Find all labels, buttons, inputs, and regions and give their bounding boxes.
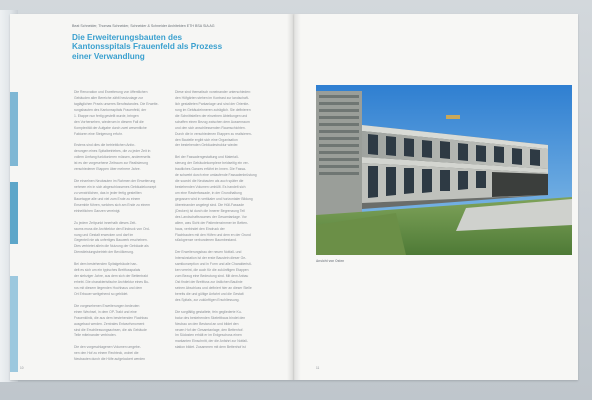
text-line: Durch die in verschiedenen Etappen zu realisieren- (175, 131, 252, 136)
text-line: tagtäglichen Praxis unseres Berufsstandes. Die Erweite- (74, 101, 159, 106)
text-line: 1. Etappe nun fertig gestellt wurde, bringen (74, 113, 139, 118)
text-line: bestehenden Volumen umhüllt. Es handelt sich (175, 185, 246, 189)
text-line: übereinander angelegt sind. Die Hüll-Fassade (175, 202, 244, 207)
text-line: Die den vorgeschlagenen Volumen umgebe- (74, 345, 141, 350)
text-line: Faktoren eine Steigerung erfuhr. (74, 131, 123, 136)
text-line: Zu jedem Zeitpunkt innerhalb dieses Zeit- (74, 220, 137, 225)
title-line: Kantonsspitals Frauenfeld als Prozess (72, 42, 223, 52)
text-line: Neubauten durch die Höfe aufgelockert werden (74, 357, 146, 362)
text-line: nen den Hof zu einem Rechteck, wobei die (74, 351, 139, 356)
text-line: sierung der Gebäudekomplexe beidseitig ein ver- (175, 161, 249, 166)
text-line: Neubau an den Bestand an und bildet den (175, 321, 239, 326)
text-line: ausgebaut werden. Zentrales Entwurfsmoment (74, 321, 145, 326)
text-line: Im Südosten erhält er im Erdgeschoss einen (175, 333, 242, 338)
building-photo-icon (316, 85, 572, 255)
text-line: rungsbauten des Kantonsspitals Frauenfeld, der (74, 107, 147, 112)
text-line: delt es sich um ein typisches Breitfusspalais (74, 268, 141, 273)
text-line: des Landschaftsraumes der Gesamtanlage. Vor (175, 214, 247, 219)
text-line: stückgrenze verbundenen Baumbestand. (175, 238, 237, 243)
authors-line: Beat Schneider, Thomas Schneider, Schneider & Schneider Architekten ETH BSA SIA AG (72, 24, 215, 28)
text-line: seinen Abschluss und definiert hier an dieser Stelle (175, 285, 252, 290)
text-line: station bildet. Zusammen mit dem Bettenhof ist (175, 345, 246, 350)
text-line: verschiedener Etappen über mehrere Jahre. (74, 167, 141, 172)
text-line: Bauetappe alle und viel zum Ende zu einem (74, 196, 141, 201)
text-line: batur des bestehenden Skelettbaus bindet den (175, 315, 246, 320)
book-spine (287, 14, 301, 380)
text-line: Gebäuden aller Bereiche zählt heutzutage zur (74, 95, 143, 100)
text-line: ist es der vorgesehene Zeitraum zur Realisierung (74, 161, 149, 166)
text-line: schaffen einen Bezug zwischen dem Aussenraum (175, 119, 250, 124)
text-line: markanten Einschnitt, der die Anfahrt zur Notfall- (175, 339, 248, 344)
text-line: de schwebt durch eine umlaufende Fassadenbrüstung (175, 173, 257, 178)
text-line: neuen Hof der Gesamtanlage, den Bettenhof. (175, 327, 244, 332)
text-line: den Bauteile ergibt sich eine Organisation (175, 137, 238, 142)
text-line: Bei dem bestehenden Spitalgebäude han- (74, 262, 138, 267)
text-line: Teile miteinander verbinden. (74, 333, 117, 338)
text-line: ken vereint, die auch für die zukünftigen Etappen (175, 268, 249, 273)
text-line: erhebt. Die charakteristische Architektur eines Bu- (74, 280, 150, 284)
text-line: derungen eines Spitalbetriebes, die zu jeder Zeit in (74, 149, 151, 154)
photo-caption: Ansicht von Osten (316, 259, 345, 263)
text-line: Ort Erbauer weitgehend so gebildet. (74, 291, 129, 296)
text-line: sind die Erschliessungsachsen, die als Gebäude (74, 327, 147, 332)
text-line: Dienstleistungsbetrieb der Bevölkerung. (74, 250, 134, 255)
text-line: haus, verbindet den Eindruck der (175, 226, 225, 231)
text-line: nung und Gestalt erwecken und darf im (74, 232, 134, 237)
text-line: samtkonzeption und in Form und alle Charakteristi- (175, 262, 252, 267)
page-number-left: 10 (20, 366, 24, 370)
text-line: Die Renovation und Erweiterung von öffentlichen (74, 90, 148, 94)
text-line: Die sorgfältig gestaltete, fein gegliederte Ku- (175, 309, 242, 314)
text-line: vollem Umfang funktionieren müssen, andererseits (74, 155, 151, 160)
text-line: zum Bezug eine Bedeutung sind. Mit dem Anbau (175, 274, 249, 279)
title-line: Die Erweiterungsbauten des (72, 33, 183, 42)
text-column-2 (175, 90, 275, 351)
left-edge-blue-strip (10, 92, 18, 166)
left-edge-blue-strip-3 (10, 276, 18, 372)
text-line: trautliches Ganzes erfährt im Innen. Die Fassa- (175, 167, 247, 172)
text-line: Ost findet der Breitfuss zur östlichen Baulinie (175, 280, 243, 284)
article-title (72, 33, 272, 61)
text-line: die Schnittstellen der einzelnen Abteilungen und (175, 113, 248, 118)
text-line: Gegenteil nie als unfertiges Bauwerk erscheinen. (74, 238, 148, 243)
text-line: Komplexität der Aufgabe durch zwei wesentliche (74, 125, 147, 130)
left-edge-blue-strip-2 (10, 182, 18, 244)
text-column-1 (74, 90, 172, 363)
building-photo (316, 85, 572, 255)
text-line: rung im Gebäudeinneren zuträglich. Sie definieren (175, 107, 251, 112)
text-line: Erstens sind dies die betrieblichen Anfor- (74, 143, 136, 148)
text-line: der bestehenden Gebäudestruktur wieder. (175, 143, 239, 148)
text-line: Flachbauten mit den Höfen und dem en der Grund (175, 232, 251, 237)
text-line: Frauenklinik, die aus dem bestehenden Flachbau (74, 315, 149, 320)
text-line: und den sich anschliessenden Raumschichten. (175, 125, 246, 130)
text-line: raums muss die Architektur den Eindruck von Ord- (74, 226, 150, 231)
title-line: einer Verwandlung (72, 51, 145, 61)
text-line: einheitlichen Ganzen vereinigt. (74, 208, 121, 213)
page-number-right: 11 (316, 366, 320, 370)
text-line: einen Wechsel, in dem OP-Trakt und eine (74, 309, 137, 314)
text-line: zu verwirklichen, das in jeder fertig gestellten (74, 190, 142, 195)
text-line: die sowohl die Neubauten als auch später die (175, 179, 244, 184)
text-line: bereits die und gültige Anfahrt und die Gestalt (175, 291, 244, 296)
text-line: den Vorhersehen, wiederum in diesem Fall die (74, 119, 144, 124)
text-line: Dies verbietet allein die Nutzung der Gebäude als (74, 244, 149, 249)
text-line: des Spitals, zur zukünftigen Erschliessung. (175, 297, 240, 302)
text-line: den Höfgärten stehen im Kontrast zur landschaft- (175, 95, 249, 100)
text-line: Die vorgesehenen Erweiterungen bedeuten (74, 303, 140, 308)
text-line: lich gestalteten Parkanlage und sind der Orientie- (175, 101, 250, 106)
text-line: nehmen ein in sich abgeschlossenes Gebäudekonzept (74, 185, 157, 189)
text-line: (Decken) ist durch die Innerer Begrenzung Teil (175, 208, 245, 213)
text-line: Intensivstation ist der erste Baustein dieser Ge- (175, 256, 247, 261)
text-line: Die einzelnen Neubauten im Rahmen der Erweiterung (74, 179, 156, 184)
text-line: Diese sind thematisch voneinander unterschieden: (175, 90, 251, 94)
text-line: um eine Rasterfassade, in der Grundhaltung (175, 190, 242, 195)
text-line: gegossen wird in vertikaler und horizontaler Bildung (175, 196, 253, 201)
text-line: ros mit diesem liegenden Hochhaus und dem (74, 285, 143, 290)
text-line: allem, was Sicht der Patientenzimmer im Betten- (175, 220, 249, 225)
text-line: Bei der Fassadengestaltung und Materiali- (175, 155, 239, 160)
text-line: der siebziger Jahre, aus dem sich der Bettentrakt (74, 274, 148, 279)
text-line: Der Erweiterungsbau der neuen Notfall- und (175, 250, 242, 255)
text-line: Ensemble führen, welches sich am Ende zu einem (74, 202, 150, 207)
